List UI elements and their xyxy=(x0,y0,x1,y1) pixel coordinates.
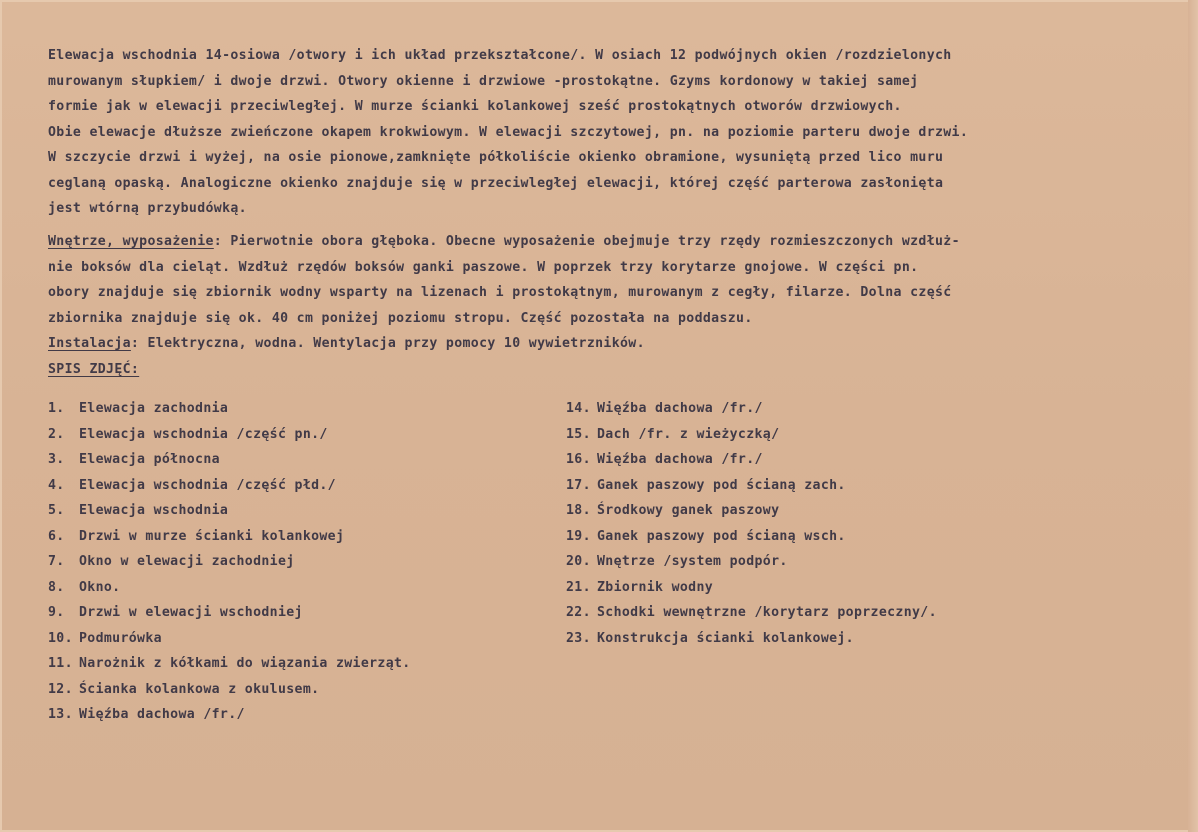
photo-caption: Konstrukcja ścianki kolankowej. xyxy=(597,630,854,646)
installation-text: : Elektryczna, wodna. Wentylacja przy pomocy 10 wywietrzników. xyxy=(130,336,645,351)
photo-list-item xyxy=(48,677,411,703)
photo-list-item xyxy=(566,626,937,652)
photo-caption: Dach /fr. z wieżyczką/ xyxy=(597,426,780,442)
description-line: W szczycie drzwi i wyżej, na osie pionowe,zamknięte półkoliście okienko obramione, wysuniętą przed lico muru xyxy=(48,150,944,165)
photo-caption: Elewacja wschodnia /część płd./ xyxy=(79,477,336,493)
photo-caption: Okno. xyxy=(79,579,121,595)
photo-number: 15. xyxy=(566,426,591,442)
photo-number: 1. xyxy=(48,401,65,416)
photo-list-item xyxy=(48,626,411,652)
photo-list-item xyxy=(566,600,937,626)
interior-line xyxy=(48,229,1188,255)
photo-number: 18. xyxy=(566,503,591,518)
photo-number: 3. xyxy=(48,452,65,467)
photo-list-item xyxy=(48,651,411,677)
photo-list-item xyxy=(48,600,411,626)
photo-list-item xyxy=(48,524,411,550)
photo-list-item xyxy=(566,549,937,575)
photo-caption: Wnętrze /system podpór. xyxy=(597,554,788,569)
photo-number: 21. xyxy=(566,579,591,595)
photo-list-item xyxy=(48,549,411,575)
photo-list-item xyxy=(48,498,411,524)
photo-number: 16. xyxy=(566,452,591,467)
photo-list-item xyxy=(566,498,937,524)
photo-list-item xyxy=(566,473,937,499)
photo-list-title: SPIS ZDJĘĆ: xyxy=(48,362,140,377)
description-line: ceglaną opaską. Analogiczne okienko znajduje się w przeciwległej elewacji, której część parterowa zasłonięta xyxy=(48,175,944,191)
photo-list-item xyxy=(566,524,937,550)
photo-number: 22. xyxy=(566,605,591,620)
photo-caption: Ganek paszowy pod ścianą zach. xyxy=(597,477,846,493)
photo-list-item xyxy=(48,575,411,601)
photo-number: 12. xyxy=(48,681,73,697)
description-paragraph xyxy=(48,43,1188,222)
photo-caption: Więźba dachowa /fr./ xyxy=(597,452,763,467)
photo-number: 17. xyxy=(566,477,591,493)
photo-number: 2. xyxy=(48,426,65,442)
photo-list-item xyxy=(566,575,937,601)
installation-line xyxy=(48,331,1188,357)
photo-number: 6. xyxy=(48,528,65,544)
installation-label: Instalacja xyxy=(48,336,131,351)
photo-caption: Elewacja wschodnia xyxy=(79,503,229,518)
photo-list-item xyxy=(48,702,411,728)
photo-list-item xyxy=(48,422,411,448)
photo-caption: Zbiornik wodny xyxy=(597,579,714,595)
description-line: formie jak w elewacji przeciwległej. W murze ścianki kolankowej sześć prostokątnych otworów drzwiowych. xyxy=(48,99,902,114)
photo-list-item xyxy=(48,396,411,422)
photo-caption: Więźba dachowa /fr./ xyxy=(79,707,245,722)
photo-caption: Elewacja zachodnia xyxy=(79,401,229,416)
photo-caption: Elewacja północna xyxy=(79,452,220,467)
photo-number: 11. xyxy=(48,656,73,671)
interior-text: : Pierwotnie obora głęboka. Obecne wyposażenie obejmuje trzy rzędy rozmieszczonych wzdłuż- xyxy=(213,234,960,249)
photo-number: 14. xyxy=(566,401,591,416)
photo-number: 13. xyxy=(48,707,73,722)
photo-number: 7. xyxy=(48,554,65,569)
interior-line: zbiornika znajduje się ok. 40 cm poniżej poziomu stropu. Część pozostała na poddaszu. xyxy=(48,310,753,326)
photo-caption: Schodki wewnętrzne /korytarz poprzeczny/. xyxy=(597,605,937,620)
photo-list-right xyxy=(566,396,937,651)
photo-caption: Drzwi w elewacji wschodniej xyxy=(79,605,303,620)
photo-number: 19. xyxy=(566,528,591,544)
interior-paragraph xyxy=(48,229,1188,357)
interior-line: nie boksów dla cieląt. Wzdłuż rzędów boksów ganki paszowe. W poprzek trzy korytarze gnojowe. W części pn. xyxy=(48,259,919,275)
description-line: murowanym słupkiem/ i dwoje drzwi. Otwory okienne i drzwiowe -prostokątne. Gzyms kordonowy w takiej samej xyxy=(48,73,919,89)
photo-list-item xyxy=(566,422,937,448)
card-edge xyxy=(1188,0,1198,832)
photo-caption: Okno w elewacji zachodniej xyxy=(79,554,295,569)
photo-list-left xyxy=(48,396,411,728)
photo-number: 8. xyxy=(48,579,65,595)
photo-list-item xyxy=(48,447,411,473)
description-line: Obie elewacje dłuższe zwieńczone okapem krokwiowym. W elewacji szczytowej, pn. na poziomie parteru dwoje drzwi. xyxy=(48,124,969,140)
photo-caption: Środkowy ganek paszowy xyxy=(597,503,780,518)
photo-list-item xyxy=(566,447,937,473)
photo-number: 9. xyxy=(48,605,65,620)
description-line: jest wtórną przybudówką. xyxy=(48,201,247,216)
photo-caption: Elewacja wschodnia /część pn./ xyxy=(79,426,328,442)
photo-caption: Podmurówka xyxy=(79,630,162,646)
interior-label: Wnętrze, wyposażenie xyxy=(48,234,214,249)
photo-number: 4. xyxy=(48,477,65,493)
photo-caption: Drzwi w murze ścianki kolankowej xyxy=(79,528,345,544)
photo-caption: Narożnik z kółkami do wiązania zwierząt. xyxy=(79,656,411,671)
photo-list-item xyxy=(566,396,937,422)
photo-number: 10. xyxy=(48,630,73,646)
photo-list-item xyxy=(48,473,411,499)
description-line: Elewacja wschodnia 14-osiowa /otwory i ich układ przekształcone/. W osiach 12 podwójnych okien /rozdzielonych xyxy=(48,48,952,63)
photo-number: 20. xyxy=(566,554,591,569)
photo-caption: Ścianka kolankowa z okulusem. xyxy=(79,681,320,697)
photo-number: 23. xyxy=(566,630,591,646)
photo-number: 5. xyxy=(48,503,65,518)
photo-caption: Ganek paszowy pod ścianą wsch. xyxy=(597,528,846,544)
interior-line: obory znajduje się zbiornik wodny wsparty na lizenach i prostokątnym, murowanym z cegły, filarze. Dolna część xyxy=(48,285,952,300)
photo-caption: Więźba dachowa /fr./ xyxy=(597,401,763,416)
